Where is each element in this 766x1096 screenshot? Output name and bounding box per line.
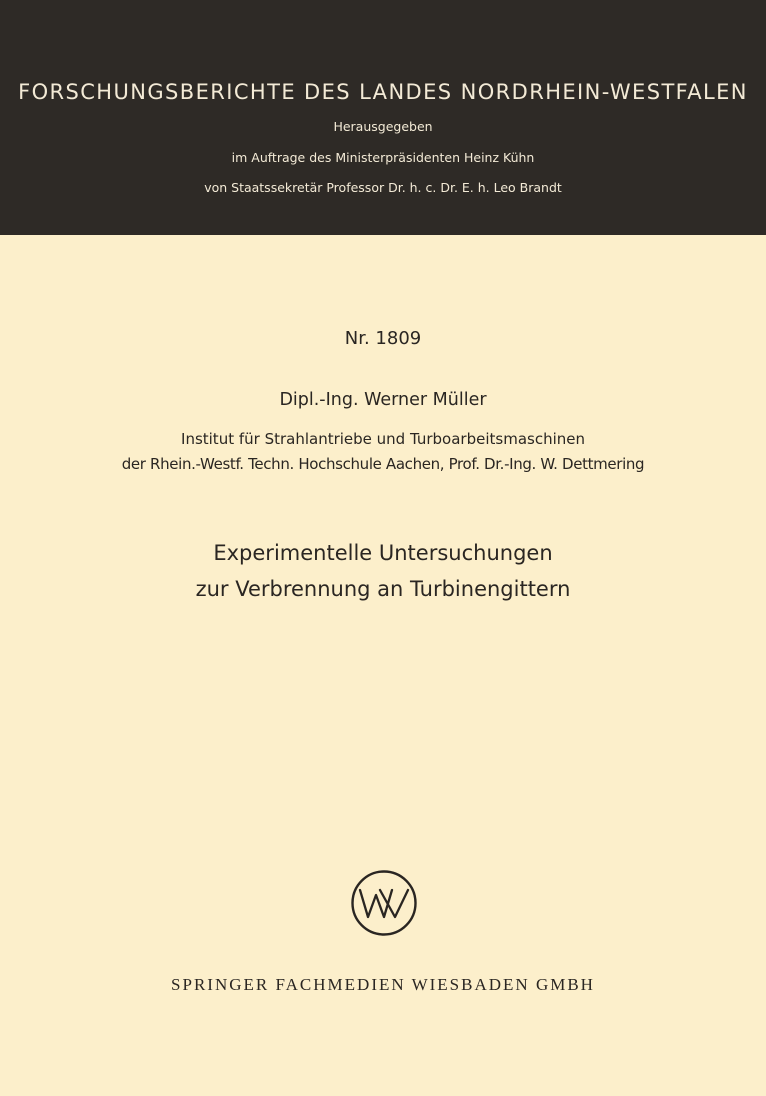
editor-line-3: von Staatssekretär Professor Dr. h. c. Dr. E. h. Leo Brandt — [204, 180, 562, 195]
publisher-name: SPRINGER FACHMEDIEN WIESBADEN GMBH — [171, 975, 595, 994]
series-title: FORSCHUNGSBERICHTE DES LANDES NORDRHEIN-WESTFALEN — [18, 80, 748, 104]
report-number: Nr. 1809 — [344, 328, 422, 349]
institute-line-2: der Rhein.-Westf. Techn. Hochschule Aachen, Prof. Dr.-Ing. W. Dettmering — [121, 455, 645, 473]
institute-line-1: Institut für Strahlantriebe und Turboarbeitsmaschinen — [181, 430, 585, 448]
springer-wv-logo-icon — [350, 869, 418, 937]
series-header — [0, 0, 766, 235]
editor-line-1: Herausgegeben — [333, 119, 433, 134]
cover-body — [0, 235, 766, 1096]
editor-line-2: im Auftrage des Ministerpräsidenten Heinz Kühn — [231, 150, 535, 165]
title-line-2: zur Verbrennung an Turbinengittern — [195, 577, 571, 601]
title-line-1: Experimentelle Untersuchungen — [213, 541, 553, 565]
author-name: Dipl.-Ing. Werner Müller — [279, 390, 487, 410]
